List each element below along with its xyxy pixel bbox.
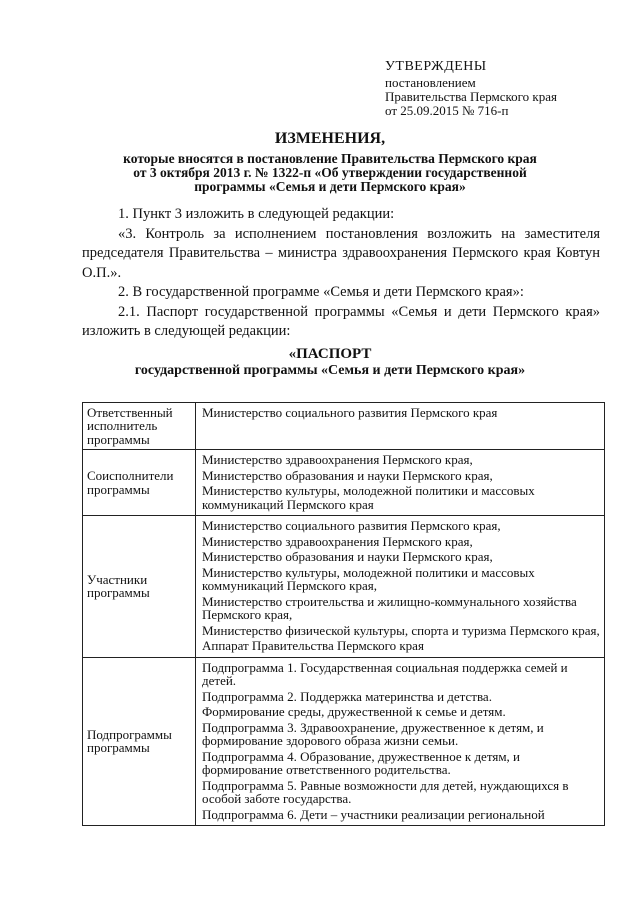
list-item: Министерство культуры, молодежной политики и массовых коммуникаций Пермского края, [202, 564, 535, 593]
approval-line: Правительства Пермского края [385, 89, 557, 104]
row-label: Ответственный исполнитель программы [83, 403, 196, 450]
list-item: Министерство здравоохранения Пермского края, [202, 533, 473, 549]
document-subtitle [60, 152, 600, 194]
row-content [196, 450, 605, 516]
list-item: Подпрограмма 2. Поддержка материнства и детства. [202, 688, 492, 704]
paragraph: 2. В государственной программе «Семья и дети Пермского края»: [118, 284, 524, 300]
passport-title: «ПАСПОРТ [288, 346, 372, 362]
row-label: Участники программы [83, 516, 196, 658]
row-content [196, 516, 605, 658]
list-item: Подпрограмма 3. Здравоохранение, дружественное к детям, и формирование здорового образа жизни семьи. [202, 719, 544, 748]
row-label: Подпрограммы программы [83, 657, 196, 826]
approval-block [385, 60, 605, 118]
list-item: Министерство строительства и жилищно-коммунального хозяйства Пермского края, [202, 593, 577, 622]
list-item: Министерство образования и науки Пермского края, [202, 549, 493, 564]
row-content [196, 657, 605, 826]
approval-heading: УТВЕРЖДЕНЫ [385, 59, 487, 74]
row-content [196, 403, 605, 450]
list-item: Подпрограмма 6. Дети – участники реализации региональной [202, 806, 545, 822]
list-item: Аппарат Правительства Пермского края [202, 638, 424, 653]
paragraph: «3. Контроль за исполнением постановления возложить на заместителя председателя Правительства – министра здравоохранения Пермского края Ковтун О.П.». [82, 225, 600, 281]
list-item: Подпрограмма 4. Образование, дружественное к детям, и формирование ответственного родительства. [202, 748, 520, 777]
list-item: Министерство культуры, молодежной политики и массовых коммуникаций Пермского края [202, 483, 535, 512]
paragraph: 2.1. Паспорт государственной программы «Семья и дети Пермского края» изложить в следующей редакции: [82, 303, 600, 339]
approval-line: от 25.09.2015 № 716-п [385, 103, 509, 118]
document-body [82, 205, 600, 342]
table-row [83, 516, 605, 658]
table-row [83, 450, 605, 516]
list-item: Формирование среды, дружественной к семье и детям. [202, 704, 506, 719]
row-label: Соисполнители программы [83, 450, 196, 516]
subtitle-line: которые вносятся в постановление Правительства Пермского края [123, 151, 537, 166]
list-item: Министерство образования и науки Пермского края, [202, 467, 493, 483]
list-item: Министерство социального развития Пермского края [202, 405, 498, 420]
table-row [83, 657, 605, 826]
subtitle-line: от 3 октября 2013 г. № 1322-п «Об утверждении государственной [133, 165, 527, 180]
subtitle-line: программы «Семья и дети Пермского края» [194, 179, 466, 194]
list-item: Министерство здравоохранения Пермского края, [202, 452, 473, 467]
list-item: Министерство социального развития Пермского края, [202, 518, 501, 533]
paragraph: 1. Пункт 3 изложить в следующей редакции: [118, 206, 395, 222]
list-item: Министерство физической культуры, спорта и туризма Пермского края, [202, 622, 600, 638]
approval-line: постановлением [385, 75, 476, 90]
passport-table [82, 402, 605, 826]
table-row [83, 403, 605, 450]
passport-subtitle: государственной программы «Семья и дети Пермского края» [134, 363, 526, 378]
list-item: Подпрограмма 1. Государственная социальная поддержка семей и детей. [202, 659, 568, 688]
list-item: Подпрограмма 5. Равные возможности для детей, нуждающихся в особой заботе государства. [202, 777, 569, 806]
document-title: ИЗМЕНЕНИЯ, [274, 130, 386, 147]
